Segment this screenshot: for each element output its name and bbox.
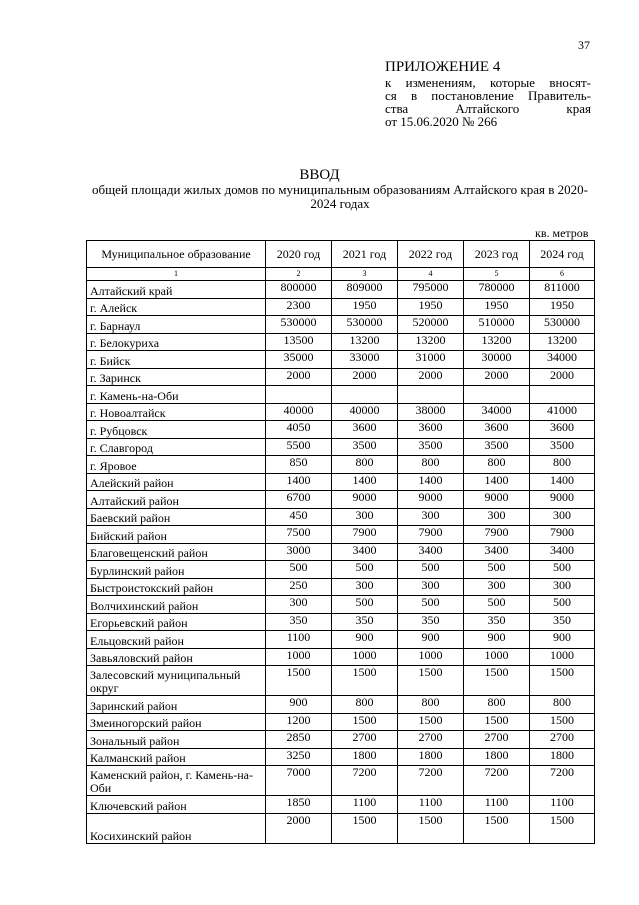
value-cell-6: 350 [530, 613, 595, 631]
value-cell-2 [266, 386, 332, 404]
table-row [87, 813, 595, 843]
value-cell-3: 809000 [332, 281, 398, 299]
municipality-name-cell: г. Славгород [87, 438, 266, 456]
value-cell-6: 1400 [530, 473, 595, 491]
value-cell-3: 500 [332, 596, 398, 614]
value-cell-3: 40000 [332, 403, 398, 421]
value-cell-3: 1000 [332, 648, 398, 666]
value-cell-6: 800 [530, 696, 595, 714]
value-cell-4: 38000 [398, 403, 464, 421]
value-cell-5: 300 [464, 578, 530, 596]
value-cell-5: 7200 [464, 766, 530, 796]
value-cell-4: 300 [398, 578, 464, 596]
value-cell-2: 7500 [266, 526, 332, 544]
table-row [87, 613, 595, 631]
appendix-title: ПРИЛОЖЕНИЕ 4 [385, 59, 501, 75]
value-cell-5: 1800 [464, 748, 530, 766]
value-cell-3: 1800 [332, 748, 398, 766]
value-cell-3: 2700 [332, 731, 398, 749]
value-cell-2: 6700 [266, 491, 332, 509]
value-cell-4: 500 [398, 561, 464, 579]
municipality-name-cell: г. Камень-на-Оби [87, 386, 266, 404]
value-cell-2: 2000 [266, 368, 332, 386]
value-cell-2: 800000 [266, 281, 332, 299]
value-cell-2: 40000 [266, 403, 332, 421]
table-row [87, 578, 595, 596]
value-cell-4: 1400 [398, 473, 464, 491]
value-cell-5: 900 [464, 631, 530, 649]
value-cell-6: 3400 [530, 543, 595, 561]
document-title: ВВОД [299, 167, 340, 183]
column-number: 3 [332, 268, 398, 281]
table-row [87, 543, 595, 561]
value-cell-3: 500 [332, 561, 398, 579]
municipality-name-cell: Змеиногорский район [87, 713, 266, 731]
municipality-name-cell: Бурлинский район [87, 561, 266, 579]
municipality-name-cell: г. Рубцовск [87, 421, 266, 439]
municipality-name-cell: г. Яровое [87, 456, 266, 474]
value-cell-3: 9000 [332, 491, 398, 509]
municipality-name-cell: Алейский район [87, 473, 266, 491]
value-cell-2: 250 [266, 578, 332, 596]
value-cell-4: 1950 [398, 298, 464, 316]
value-cell-6: 1800 [530, 748, 595, 766]
value-cell-3: 3400 [332, 543, 398, 561]
value-cell-5: 510000 [464, 316, 530, 334]
municipality-name-cell: Баевский район [87, 508, 266, 526]
table-row [87, 386, 595, 404]
value-cell-2: 500 [266, 561, 332, 579]
table-header-row [87, 241, 595, 268]
value-cell-2: 900 [266, 696, 332, 714]
value-cell-5 [464, 386, 530, 404]
table-row [87, 731, 595, 749]
value-cell-6: 500 [530, 561, 595, 579]
value-cell-3: 13200 [332, 333, 398, 351]
value-cell-5: 3500 [464, 438, 530, 456]
value-cell-3: 800 [332, 696, 398, 714]
value-cell-6: 2700 [530, 731, 595, 749]
value-cell-5: 780000 [464, 281, 530, 299]
table-body [87, 281, 595, 844]
value-cell-3: 1400 [332, 473, 398, 491]
value-cell-4: 795000 [398, 281, 464, 299]
value-cell-3: 7200 [332, 766, 398, 796]
value-cell-6: 1500 [530, 813, 595, 843]
table-row [87, 421, 595, 439]
value-cell-2: 1500 [266, 666, 332, 696]
municipality-name-cell: Зональный район [87, 731, 266, 749]
municipality-name-cell: г. Белокуриха [87, 333, 266, 351]
value-cell-3: 2000 [332, 368, 398, 386]
value-cell-2: 350 [266, 613, 332, 631]
municipality-name-cell: г. Барнаул [87, 316, 266, 334]
value-cell-5: 800 [464, 696, 530, 714]
value-cell-2: 1000 [266, 648, 332, 666]
value-cell-2: 850 [266, 456, 332, 474]
value-cell-4: 1000 [398, 648, 464, 666]
value-cell-3: 300 [332, 508, 398, 526]
table-row [87, 696, 595, 714]
value-cell-6: 811000 [530, 281, 595, 299]
value-cell-2: 7000 [266, 766, 332, 796]
municipality-name-cell: Ельцовский район [87, 631, 266, 649]
column-number: 2 [266, 268, 332, 281]
column-number-row [87, 268, 595, 281]
value-cell-3: 1100 [332, 796, 398, 814]
value-cell-3: 800 [332, 456, 398, 474]
municipality-name-cell: Залесовский муниципальный округ [87, 666, 266, 696]
value-cell-4 [398, 386, 464, 404]
municipality-name-cell: Каменский район, г. Камень-на-Оби [87, 766, 266, 796]
value-cell-5: 1500 [464, 813, 530, 843]
value-cell-5: 2000 [464, 368, 530, 386]
appendix-line: ся в постановление Правитель- [385, 88, 591, 103]
column-header: 2023 год [464, 241, 530, 268]
value-cell-6: 1000 [530, 648, 595, 666]
municipality-name-cell: Егорьевский район [87, 613, 266, 631]
municipality-name-cell: Косихинский район [87, 813, 266, 843]
table-row [87, 298, 595, 316]
value-cell-4: 300 [398, 508, 464, 526]
municipality-name-cell: г. Заринск [87, 368, 266, 386]
value-cell-5: 1400 [464, 473, 530, 491]
value-cell-2: 2850 [266, 731, 332, 749]
value-cell-4: 1800 [398, 748, 464, 766]
value-cell-5: 1000 [464, 648, 530, 666]
document-subtitle: общей площади жилых домов по муниципальным образованиям Алтайского края в 2020-2024 годах [92, 182, 588, 211]
value-cell-3: 7900 [332, 526, 398, 544]
value-cell-4: 1500 [398, 713, 464, 731]
value-cell-2: 300 [266, 596, 332, 614]
value-cell-3: 3500 [332, 438, 398, 456]
value-cell-3: 530000 [332, 316, 398, 334]
table-row [87, 333, 595, 351]
value-cell-5: 30000 [464, 351, 530, 369]
value-cell-5: 2700 [464, 731, 530, 749]
value-cell-4: 1500 [398, 666, 464, 696]
value-cell-2: 5500 [266, 438, 332, 456]
table-row [87, 561, 595, 579]
value-cell-6: 800 [530, 456, 595, 474]
value-cell-6: 7900 [530, 526, 595, 544]
value-cell-5: 800 [464, 456, 530, 474]
value-cell-2: 1850 [266, 796, 332, 814]
table-row [87, 748, 595, 766]
value-cell-5: 34000 [464, 403, 530, 421]
municipality-name-cell: Быстроистокский район [87, 578, 266, 596]
value-cell-5: 1500 [464, 713, 530, 731]
value-cell-2: 13500 [266, 333, 332, 351]
municipality-name-cell: г. Новоалтайск [87, 403, 266, 421]
value-cell-5: 3600 [464, 421, 530, 439]
value-cell-4: 3400 [398, 543, 464, 561]
table-row [87, 796, 595, 814]
value-cell-6 [530, 386, 595, 404]
column-header: 2021 год [332, 241, 398, 268]
value-cell-5: 500 [464, 596, 530, 614]
municipality-name-cell: Заринский район [87, 696, 266, 714]
column-number: 5 [464, 268, 530, 281]
value-cell-6: 1100 [530, 796, 595, 814]
appendix-line: ства Алтайского края [385, 101, 591, 116]
table-row [87, 316, 595, 334]
table-row [87, 351, 595, 369]
column-number: 4 [398, 268, 464, 281]
value-cell-4: 800 [398, 456, 464, 474]
value-cell-4: 1100 [398, 796, 464, 814]
municipality-name-cell: г. Бийск [87, 351, 266, 369]
value-cell-4: 900 [398, 631, 464, 649]
value-cell-2: 3000 [266, 543, 332, 561]
value-cell-6: 7200 [530, 766, 595, 796]
value-cell-4: 1500 [398, 813, 464, 843]
value-cell-3: 3600 [332, 421, 398, 439]
value-cell-5: 7900 [464, 526, 530, 544]
value-cell-4: 2000 [398, 368, 464, 386]
value-cell-4: 7900 [398, 526, 464, 544]
value-cell-3: 300 [332, 578, 398, 596]
value-cell-4: 9000 [398, 491, 464, 509]
value-cell-4: 31000 [398, 351, 464, 369]
municipality-name-cell: Бийский район [87, 526, 266, 544]
value-cell-4: 520000 [398, 316, 464, 334]
value-cell-6: 300 [530, 578, 595, 596]
column-number: 6 [530, 268, 595, 281]
value-cell-5: 3400 [464, 543, 530, 561]
value-cell-3: 1500 [332, 666, 398, 696]
value-cell-5: 300 [464, 508, 530, 526]
value-cell-4: 800 [398, 696, 464, 714]
value-cell-4: 13200 [398, 333, 464, 351]
value-cell-2: 3250 [266, 748, 332, 766]
value-cell-2: 2300 [266, 298, 332, 316]
municipality-name-cell: Алтайский край [87, 281, 266, 299]
value-cell-6: 2000 [530, 368, 595, 386]
municipality-name-cell: Алтайский район [87, 491, 266, 509]
value-cell-2: 1400 [266, 473, 332, 491]
table-row [87, 281, 595, 299]
value-cell-3: 1950 [332, 298, 398, 316]
value-cell-3 [332, 386, 398, 404]
value-cell-6: 500 [530, 596, 595, 614]
value-cell-5: 500 [464, 561, 530, 579]
value-cell-5: 350 [464, 613, 530, 631]
value-cell-4: 3500 [398, 438, 464, 456]
value-cell-2: 4050 [266, 421, 332, 439]
appendix-line: от 15.06.2020 № 266 [385, 114, 498, 129]
table-row [87, 368, 595, 386]
municipality-name-cell: Завьяловский район [87, 648, 266, 666]
appendix-block [385, 60, 591, 128]
page-number: 37 [578, 38, 590, 52]
table-row [87, 473, 595, 491]
table-row [87, 713, 595, 731]
value-cell-6: 1500 [530, 713, 595, 731]
value-cell-6: 9000 [530, 491, 595, 509]
value-cell-3: 33000 [332, 351, 398, 369]
value-cell-2: 35000 [266, 351, 332, 369]
column-number: 1 [87, 268, 266, 281]
table-row [87, 631, 595, 649]
value-cell-6: 1500 [530, 666, 595, 696]
column-header: 2024 год [530, 241, 595, 268]
units-label: кв. метров [535, 226, 589, 240]
table-row [87, 456, 595, 474]
table-row [87, 666, 595, 696]
municipality-name-cell: Благовещенский район [87, 543, 266, 561]
municipality-name-cell: Ключевский район [87, 796, 266, 814]
table-row [87, 648, 595, 666]
value-cell-6: 13200 [530, 333, 595, 351]
value-cell-5: 1950 [464, 298, 530, 316]
table-row [87, 508, 595, 526]
municipality-name-cell: Калманский район [87, 748, 266, 766]
value-cell-3: 1500 [332, 713, 398, 731]
value-cell-6: 300 [530, 508, 595, 526]
value-cell-6: 1950 [530, 298, 595, 316]
column-header: 2022 год [398, 241, 464, 268]
column-header: 2020 год [266, 241, 332, 268]
table-row [87, 438, 595, 456]
value-cell-4: 350 [398, 613, 464, 631]
municipality-name-cell: Волчихинский район [87, 596, 266, 614]
value-cell-5: 1500 [464, 666, 530, 696]
table-row [87, 403, 595, 421]
value-cell-2: 1200 [266, 713, 332, 731]
table-row [87, 596, 595, 614]
column-header: Муниципальное образование [87, 241, 266, 268]
value-cell-5: 13200 [464, 333, 530, 351]
housing-table [86, 240, 595, 844]
value-cell-6: 34000 [530, 351, 595, 369]
value-cell-3: 350 [332, 613, 398, 631]
value-cell-4: 500 [398, 596, 464, 614]
value-cell-3: 1500 [332, 813, 398, 843]
table-row [87, 526, 595, 544]
value-cell-4: 2700 [398, 731, 464, 749]
value-cell-6: 900 [530, 631, 595, 649]
value-cell-2: 1100 [266, 631, 332, 649]
municipality-name-cell: г. Алейск [87, 298, 266, 316]
value-cell-6: 3500 [530, 438, 595, 456]
value-cell-6: 530000 [530, 316, 595, 334]
value-cell-2: 450 [266, 508, 332, 526]
table-row [87, 766, 595, 796]
value-cell-5: 9000 [464, 491, 530, 509]
value-cell-4: 3600 [398, 421, 464, 439]
value-cell-3: 900 [332, 631, 398, 649]
value-cell-6: 3600 [530, 421, 595, 439]
value-cell-4: 7200 [398, 766, 464, 796]
value-cell-2: 2000 [266, 813, 332, 843]
value-cell-2: 530000 [266, 316, 332, 334]
appendix-line: к изменениям, которые вносят- [385, 75, 591, 90]
value-cell-5: 1100 [464, 796, 530, 814]
value-cell-6: 41000 [530, 403, 595, 421]
table-row [87, 491, 595, 509]
